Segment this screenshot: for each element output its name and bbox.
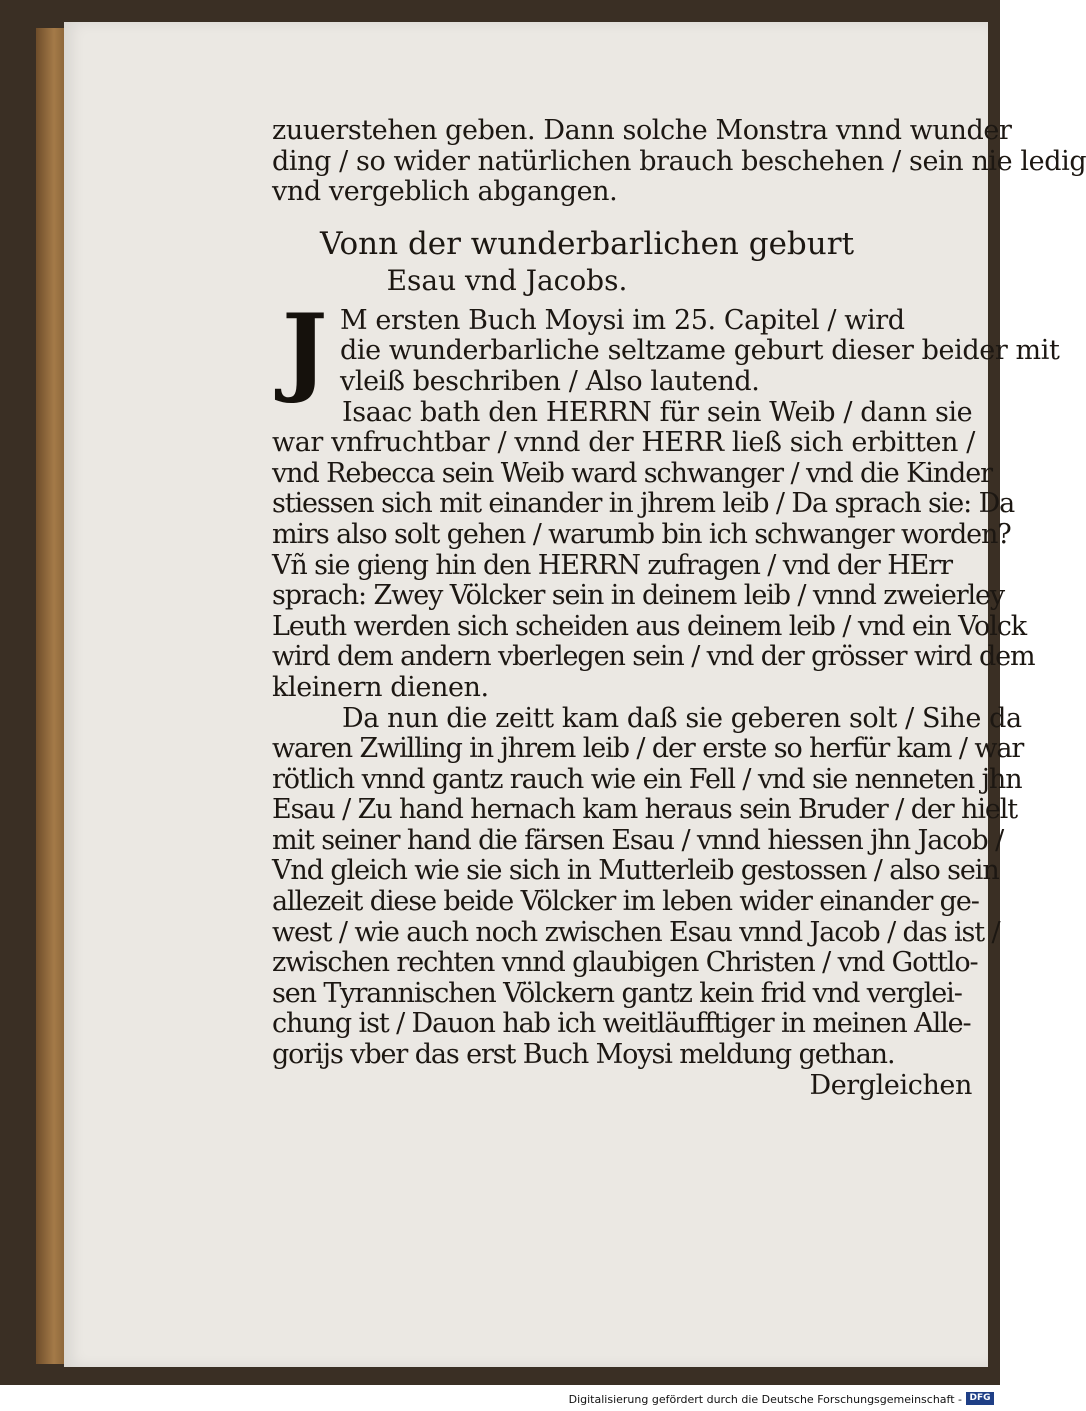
text-line: M ersten Buch Moysi im 25. Capitel / wird bbox=[340, 304, 905, 336]
footer-bar bbox=[0, 1389, 1000, 1411]
text-line: ding / so wider natürlichen brauch beschehen / sein nie ledig bbox=[272, 145, 1086, 177]
text-line: wird dem andern vberlegen sein / vnd der grösser wird dem bbox=[272, 641, 1035, 673]
section-heading-subtitle: Esau vnd Jacobs. bbox=[386, 263, 628, 297]
text-line: Da nun die zeitt kam daß sie geberen solt / Sihe da bbox=[342, 702, 1022, 734]
page-text-block bbox=[272, 115, 1086, 1101]
text-line: sprach: Zwey Völcker sein in deinem leib / vnnd zweierley bbox=[272, 580, 1005, 612]
text-line: waren Zwilling in jhrem leib / der erste so herfür kam / war bbox=[272, 733, 1024, 765]
text-line: stiessen sich mit einander in jhrem leib / Da sprach sie: Da bbox=[272, 488, 1015, 520]
text-line: Leuth werden sich scheiden aus deinem leib / vnd ein Volck bbox=[272, 610, 1027, 642]
decorated-initial: J bbox=[282, 292, 328, 406]
text-line: Esau / Zu hand hernach kam heraus sein Bruder / der hielt bbox=[272, 794, 1018, 826]
text-line: Vnd gleich wie sie sich in Mutterleib gestossen / also sein bbox=[272, 855, 999, 887]
text-line: mirs also solt gehen / warumb bin ich schwanger worden? bbox=[272, 518, 1011, 550]
section-heading: Vonn der wunderbarlichen geburt bbox=[319, 225, 855, 262]
text-line: rötlich vnnd gantz rauch wie ein Fell / vnd sie nenneten jhn bbox=[272, 763, 1022, 795]
text-line: gorijs vber das erst Buch Moysi meldung gethan. bbox=[272, 1039, 895, 1071]
footer-credit: Digitalisierung gefördert durch die Deutsche Forschungsgemeinschaft - bbox=[568, 1393, 962, 1406]
book-cover-edge bbox=[36, 28, 66, 1364]
catchword: Dergleichen bbox=[809, 1069, 972, 1101]
text-line: sen Tyrannischen Völckern gantz kein frid vnd verglei- bbox=[272, 977, 962, 1009]
text-line: mit seiner hand die färsen Esau / vnnd hiessen jhn Jacob / bbox=[272, 824, 1004, 856]
text-line: Vñ sie gieng hin den HERRN zufragen / vnd der HErr bbox=[272, 549, 952, 581]
text-line: west / wie auch noch zwischen Esau vnnd Jacob / das ist / bbox=[272, 916, 1000, 948]
text-line: zuuerstehen geben. Dann solche Monstra vnnd wunder bbox=[272, 115, 1012, 146]
text-line: allezeit diese beide Völcker im leben wider einander ge- bbox=[272, 886, 979, 918]
paragraph-initial-block bbox=[272, 292, 1060, 406]
text-line: zwischen rechten vnnd glaubigen Christen / vnd Gottlo- bbox=[272, 947, 978, 979]
text-line: chung ist / Dauon hab ich weitläufftiger in meinen Alle- bbox=[272, 1008, 971, 1040]
text-line: vnd vergeblich abgangen. bbox=[272, 176, 618, 208]
text-line: vnd Rebecca sein Weib ward schwanger / vnd die Kinder bbox=[272, 457, 992, 489]
text-line: Isaac bath den HERRN für sein Weib / dann sie bbox=[342, 396, 973, 428]
text-line: kleinern dienen. bbox=[272, 671, 489, 703]
text-line: vleiß beschriben / Also lautend. bbox=[340, 365, 760, 397]
text-line: die wunderbarliche seltzame geburt dieser beider mit bbox=[340, 335, 1060, 367]
text-line: war vnfruchtbar / vnnd der HERR ließ sich erbitten / bbox=[272, 427, 975, 459]
dfg-logo-icon: DFG bbox=[966, 1392, 994, 1405]
